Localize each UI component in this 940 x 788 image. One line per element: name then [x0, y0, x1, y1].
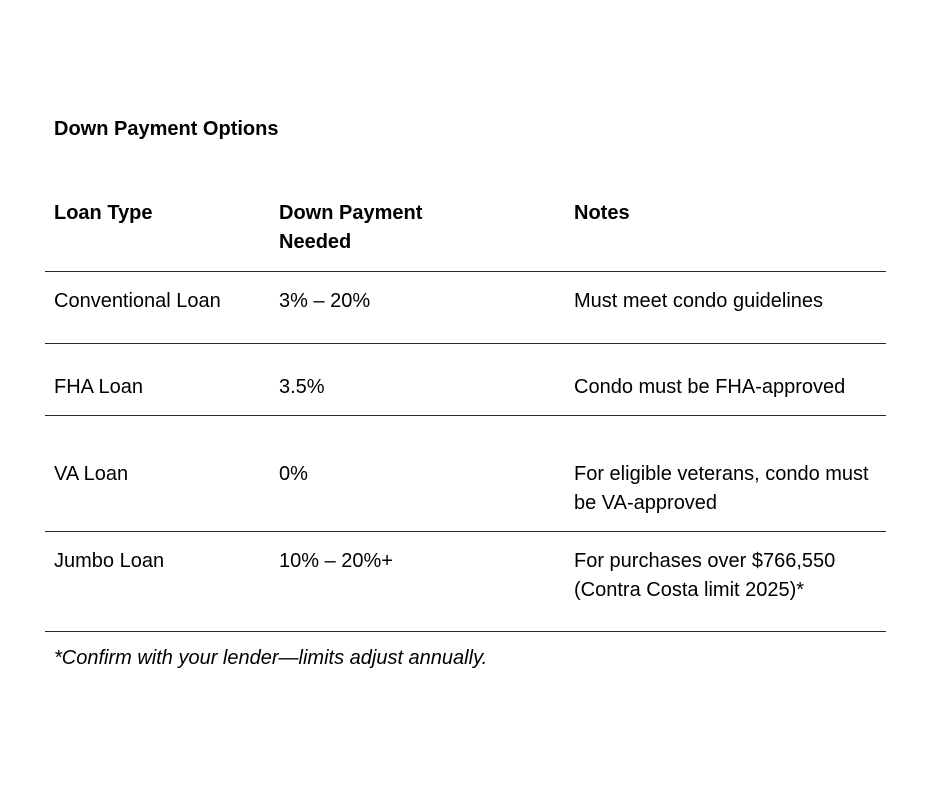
cell-down-payment: 3.5%: [279, 376, 325, 398]
cell-down-payment: 3% – 20%: [279, 290, 371, 312]
cell-notes: For purchases over $766,550 (Contra Costa limit 2025)*: [574, 550, 836, 601]
cell-loan-type: FHA Loan: [54, 376, 143, 398]
table-row: [45, 416, 886, 532]
cell-notes: Condo must be FHA-approved: [574, 376, 846, 398]
cell-notes: For eligible veterans, condo must be VA-approved: [574, 463, 869, 514]
footnote: *Confirm with your lender—limits adjust annually.: [54, 647, 488, 669]
table-header-row: [45, 199, 886, 272]
document-title: Down Payment Options: [54, 118, 279, 140]
cell-notes: Must meet condo guidelines: [574, 290, 824, 312]
down-payment-table: [45, 199, 886, 632]
header-down-payment: Down Payment Needed: [279, 202, 423, 253]
table-row: [45, 532, 886, 632]
cell-down-payment: 0%: [279, 463, 308, 485]
table-row: [45, 344, 886, 416]
cell-down-payment: 10% – 20%+: [279, 550, 393, 572]
header-loan-type: Loan Type: [54, 202, 153, 224]
cell-loan-type: VA Loan: [54, 463, 129, 485]
cell-loan-type: Jumbo Loan: [54, 550, 165, 572]
cell-loan-type: Conventional Loan: [54, 290, 221, 312]
table-row: [45, 272, 886, 344]
header-notes: Notes: [574, 202, 630, 224]
